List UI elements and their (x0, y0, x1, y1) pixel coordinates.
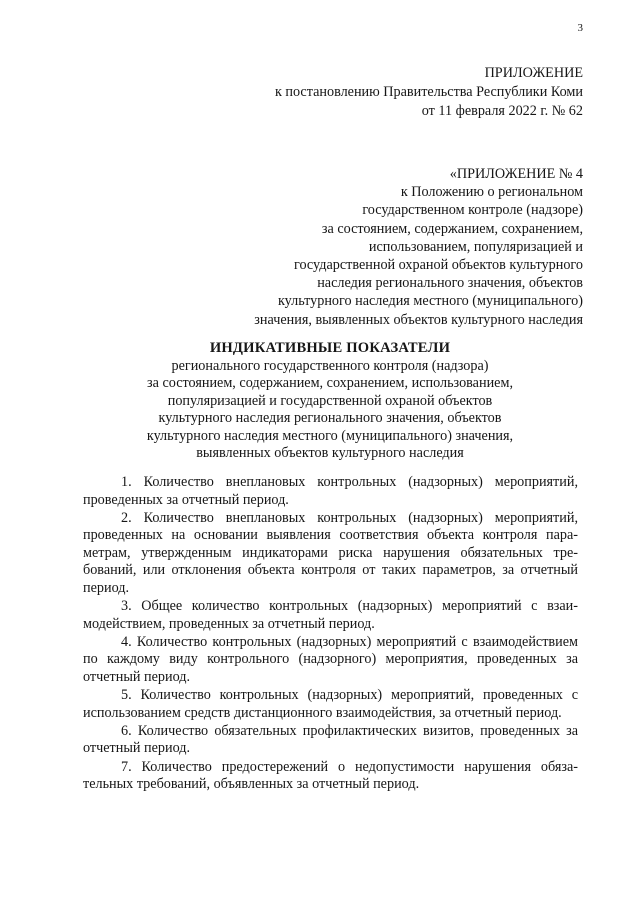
document-subtitle-line: культурного наследия местного (муниципального) значения, (146, 427, 514, 444)
annex-header (0, 165, 583, 329)
approval-line: к постановлению Правительства Республики Коми (274, 84, 583, 101)
approval-title: ПРИЛОЖЕНИЕ (484, 65, 583, 81)
annex-line: культурного наследия местного (муниципального) (277, 293, 583, 310)
annex-title: «ПРИЛОЖЕНИЕ № 4 (449, 166, 583, 182)
annex-line: значения, выявленных объектов культурного наследия (254, 311, 583, 328)
approval-header (0, 64, 583, 122)
indicator-item: 1. Количество внеплановых контрольных (надзорных) мероприятий, проведенных за отчетный период. (83, 474, 578, 508)
annex-line: за состоянием, содержанием, сохранением, (321, 220, 583, 237)
page-number: 3 (577, 22, 583, 34)
indicator-item: 5. Количество контрольных (надзорных) мероприятий, проведенных с использованием средств дистанционного взаимодействия, за отчетный период. (83, 687, 578, 721)
annex-line: государственной охраной объектов культурного (294, 257, 583, 274)
indicator-item: 3. Общее количество контрольных (надзорных) мероприятий с взаимодействием, проведенных за отчетный период. (83, 598, 578, 632)
indicator-item: 6. Количество обязательных профилактических визитов, проведенных за отчетный период. (83, 722, 578, 757)
document-subtitle-line: популяризацией и государственной охраной объектов (167, 392, 493, 409)
indicator-item: 2. Количество внеплановых контрольных (надзорных) мероприятий, проведенных на основании выявления соответствия объекта контроля параметрам, утвержденным индикаторами риска нарушения обязательных требований, или отклонения объекта контроля от таких параметров, за отчетный период. (83, 509, 578, 597)
annex-line: государственном контроле (надзоре) (362, 202, 583, 219)
annex-line: наследия регионального значения, объектов (317, 275, 583, 292)
document-subtitle-line: культурного наследия регионального значения, объектов (158, 410, 502, 427)
indicator-item: 4. Количество контрольных (надзорных) мероприятий с взаимодействием по каждому виду контрольного (надзорного) мероприятия, проведенных за отчетный период. (83, 633, 578, 686)
annex-line: использованием, популяризацией и (368, 238, 583, 255)
annex-line: к Положению о региональном (400, 184, 583, 201)
indicator-item: 7. Количество предостережений о недопустимости нарушения обязательных требований, объявленных за отчетный период. (83, 758, 578, 793)
indicator-list (83, 474, 578, 794)
document-subtitle-line: регионального государственного контроля (надзора) (171, 358, 489, 374)
document-title: ИНДИКАТИВНЫЕ ПОКАЗАТЕЛИ (209, 340, 451, 356)
approval-date: от 11 февраля 2022 г. № 62 (421, 103, 583, 120)
document-subtitle-line: за состоянием, содержанием, сохранением, использованием, (147, 375, 513, 392)
document-subtitle-line: выявленных объектов культурного наследия (196, 445, 464, 462)
document-title-block (0, 338, 640, 462)
